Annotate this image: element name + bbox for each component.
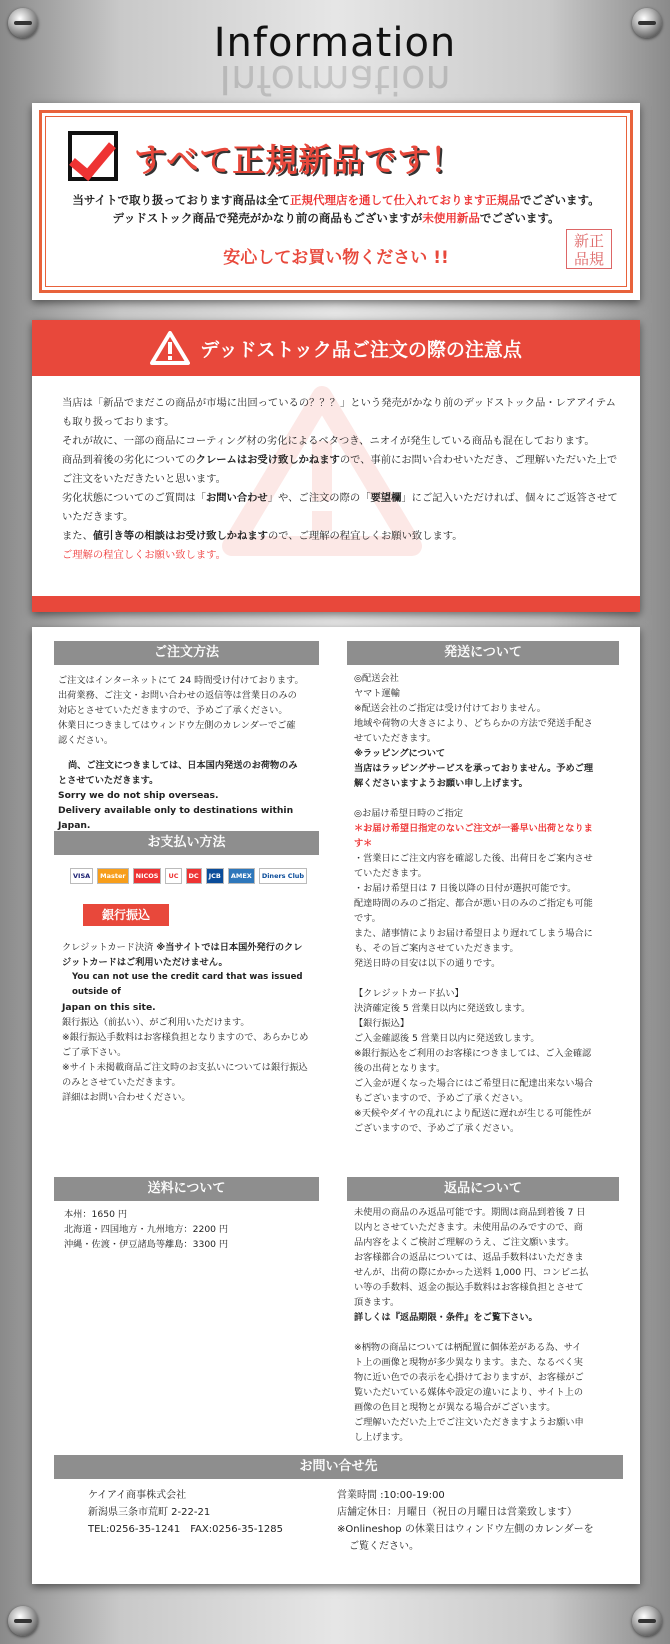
text-line: ございますので、予めご了承ください。 xyxy=(354,1123,520,1134)
text-line: 頂きます。 xyxy=(354,1297,400,1308)
returns-section xyxy=(354,1205,622,1445)
text-line xyxy=(354,1325,622,1340)
text-line: も、その旨ご案内させていただきます。 xyxy=(354,943,519,954)
caution-footer-bar xyxy=(32,596,640,612)
text-line xyxy=(354,971,622,986)
returns-header: 返品について xyxy=(347,1177,619,1201)
text-line: です。 xyxy=(354,913,381,924)
text-line: 詳しくは『返品期限・条件』をご覧下さい。 xyxy=(354,1312,538,1323)
order-header: ご注文方法 xyxy=(54,641,319,665)
caution-header xyxy=(32,320,640,376)
text-line: ※ラッピングについて xyxy=(354,748,446,759)
fee-section: 本州：1650 円 北海道・四国地方・九州地方：2200 円 沖縄・佐渡・伊豆諸島等離島：3300 円 xyxy=(64,1209,229,1250)
text-line: 当店はラッピングサービスを承っておりません。予めご理 xyxy=(354,763,594,774)
payment-section: クレジットカード決済 ※当サイトでは日本国外発行のクレ ジットカードはご利用いただけません。 You can not use the credit card that was issued outside of Japan on this site. 銀行振込（前払い）、がご利用いただけます。 ※銀行振込手数料はお客様負担となりますので、あらかじめ ご了承下さい。 ※サイト未掲載商品ご注文時のお支払いについては銀行振込 のみとさせていただきます。 詳細はお問い合わせください。 xyxy=(62,942,309,1103)
caution-text-5: また、値引き等の相談はお受け致しかねますので、ご理解の程宜しくお願い致します。 xyxy=(62,530,463,542)
caution-title: デッドストック品ご注文の際の注意点 xyxy=(200,338,522,361)
payment-header: お支払い方法 xyxy=(54,831,319,855)
text-line: 未使用の商品のみ返品可能です。期間は商品到着後 7 日 xyxy=(354,1207,586,1218)
uc-icon: UC xyxy=(165,868,181,884)
text-line: ◎お届け希望日時のご指定 xyxy=(354,808,464,819)
text-line: また、諸事情によりお届け希望日より遅れてしまう場合に xyxy=(354,928,593,939)
fee-header: 送料について xyxy=(54,1177,319,1201)
screw-icon xyxy=(8,1606,38,1636)
genuine-notice-panel xyxy=(32,103,640,300)
text-line: ・営業日にご注文内容を確認した後、出荷日をご案内させ xyxy=(354,853,593,864)
contact-left: ケイアイ商事株式会社 新潟県三条市荒町 2-22-21 TEL:0256-35-1241 FAX:0256-35-1285 xyxy=(88,1490,283,1535)
text-line: 配達時間のみのご指定、都合が悪い日のみのご指定も可能 xyxy=(354,898,593,909)
notice-line-2: デッドストック商品で発売がかなり前の商品もございますが未使用新品でございます。 xyxy=(112,211,560,225)
text-line: 【銀行振込】 xyxy=(354,1018,410,1029)
jcb-icon: JCB xyxy=(206,868,224,884)
text-line: ・お届け希望日は 7 日後以降の日付が選択可能です。 xyxy=(354,883,577,894)
card-logos xyxy=(70,868,307,884)
text-line: 画像の色目と現物とが異なる場合がございます。 xyxy=(354,1402,556,1413)
text-line: ご理解いただいた上でご注文いただきますようお願い申 xyxy=(354,1417,584,1428)
shipping-header: 発送について xyxy=(347,641,619,665)
text-line: 決済確定後 5 営業日以内に発送致します。 xyxy=(354,1003,531,1014)
text-line: い等の手数料、返金の振込手数料はお客様負担とさせて xyxy=(354,1282,584,1293)
text-line: 【クレジットカード払い】 xyxy=(354,988,464,999)
dc-icon: DC xyxy=(186,868,202,884)
text-line: ※天候やダイヤの乱れにより配送に遅れが生じる可能性が xyxy=(354,1108,592,1119)
bank-transfer-badge: 銀行振込 xyxy=(83,904,169,926)
warning-icon xyxy=(150,331,190,365)
text-line: 解くださいますようお願い申し上げます。 xyxy=(354,778,528,789)
text-line: ※配送会社のご指定は受け付けておりません。 xyxy=(354,703,546,714)
text-line: ヤマト運輸 xyxy=(354,688,400,699)
text-line: ご入金が遅くなった場合にはご希望日に配達出来ない場合 xyxy=(354,1078,593,1089)
text-line: お客様都合の返品については、返品手数料はいただきま xyxy=(354,1252,584,1263)
caution-text-6: ご理解の程宜しくお願い致します。 xyxy=(62,549,226,561)
genuine-stamp: 新正 品規 xyxy=(566,229,612,269)
amex-icon: AMEX xyxy=(228,868,255,884)
caution-text-2: それが故に、一部の商品にコーティング材の劣化によるベタつき、ニオイが発生している商品も混在しております。 xyxy=(62,435,595,447)
text-line: 覧いただいている媒体や設定の違いにより、サイト上の xyxy=(354,1387,584,1398)
text-line: 地域や荷物の大きさにより、どちらかの方法で発送手配さ xyxy=(354,718,593,729)
screw-icon xyxy=(632,1606,662,1636)
contact-header: お問い合せ先 xyxy=(54,1455,623,1479)
checkbox-icon xyxy=(68,131,118,181)
text-line: ご入金確認後 5 営業日以内に発送致します。 xyxy=(354,1033,540,1044)
text-line: 発送日時の目安は以下の通りです。 xyxy=(354,958,501,969)
text-line: し上げます。 xyxy=(354,1432,409,1443)
text-line: ※銀行振込をご利用のお客様につきましては、ご入金確認 xyxy=(354,1048,592,1059)
diners-icon: Diners Club xyxy=(259,868,307,884)
caution-text-3: 商品到着後の劣化についてのクレームはお受け致しかねますので、事前にお問い合わせいただき、ご理解いただいた上でご注文をいただきたいと思います。 xyxy=(62,454,618,485)
text-line: せていただきます。 xyxy=(354,733,436,744)
nicos-icon: NICOS xyxy=(133,868,162,884)
text-line: もございますので、予めご了承ください。 xyxy=(354,1093,529,1104)
text-line xyxy=(354,791,622,806)
notice-line-1: 当サイトで取り扱っております商品は全て正規代理店を通して仕入れております正規品でございます。 xyxy=(72,193,600,207)
text-line: せんが、出荷の際にかかった送料 1,000 円、コンビニ払 xyxy=(354,1267,589,1278)
visa-icon: VISA xyxy=(70,868,93,884)
text-line: ◎配送会社 xyxy=(354,673,399,684)
shipping-section xyxy=(354,671,622,1136)
text-line: ※柄物の商品については柄配置に個体差がある為、サイ xyxy=(354,1342,582,1353)
page-title: Information xyxy=(213,20,457,66)
text-line: 品内容をよくご検討ご理解のうえ、ご注文願います。 xyxy=(354,1237,575,1248)
text-line: 以内とさせていただきます。未使用品のみですので、商 xyxy=(354,1222,583,1233)
caution-text-1: 当店は「新品でまだこの商品が市場に出回っているの？？？」という発売がかなり前のデッドストック品・レアアイテムも取り扱っております。 xyxy=(62,397,616,428)
text-line: 物に近い色での表示を心掛けておりますが、お客様がご xyxy=(354,1372,584,1383)
text-line: 後の出荷となります。 xyxy=(354,1063,446,1074)
caution-text-4: 劣化状態についてのご質問は「お問い合わせ」や、ご注文の際の「要望欄」にご記入いただければ、個々にご返答させていただきます。 xyxy=(62,492,618,523)
text-line: す＊ xyxy=(354,838,373,849)
notice-subtext: 安心してお買い物ください !! xyxy=(223,248,449,268)
notice-heading: すべて正規新品です！ xyxy=(134,141,464,179)
contact-right: 営業時間 :10:00-19:00 店舗定休日：月曜日（祝日の月曜日は営業致します） ※Onlineshop の休業日はウィンドウ左側のカレンダーを ご覧ください。 xyxy=(337,1490,594,1552)
text-line: ト上の画像と現物が多少異なります。また、なるべく実 xyxy=(354,1357,583,1368)
mastercard-icon: Master xyxy=(97,868,128,884)
page-title-reflection: Information xyxy=(219,56,451,102)
order-section: ご注文はインターネットにて 24 時間受け付けております。 出荷業務、ご注文・お問い合わせの返信等は営業日のみの 対応とさせていただきますので、予めご了承ください。 休業日につきましてはウィンドウ左側のカレンダーでご確 認ください。 尚、ご注文につきましては、日本国内発送のお荷物のみ とさせていただきます。 Sorry we do not ship overseas. Delivery available only to destinations within Japan. xyxy=(58,675,304,831)
text-line: ていただきます。 xyxy=(354,868,427,879)
caution-panel xyxy=(32,320,640,612)
text-line: ＊お届け希望日指定のないご注文が一番早い出荷となりま xyxy=(354,823,593,834)
